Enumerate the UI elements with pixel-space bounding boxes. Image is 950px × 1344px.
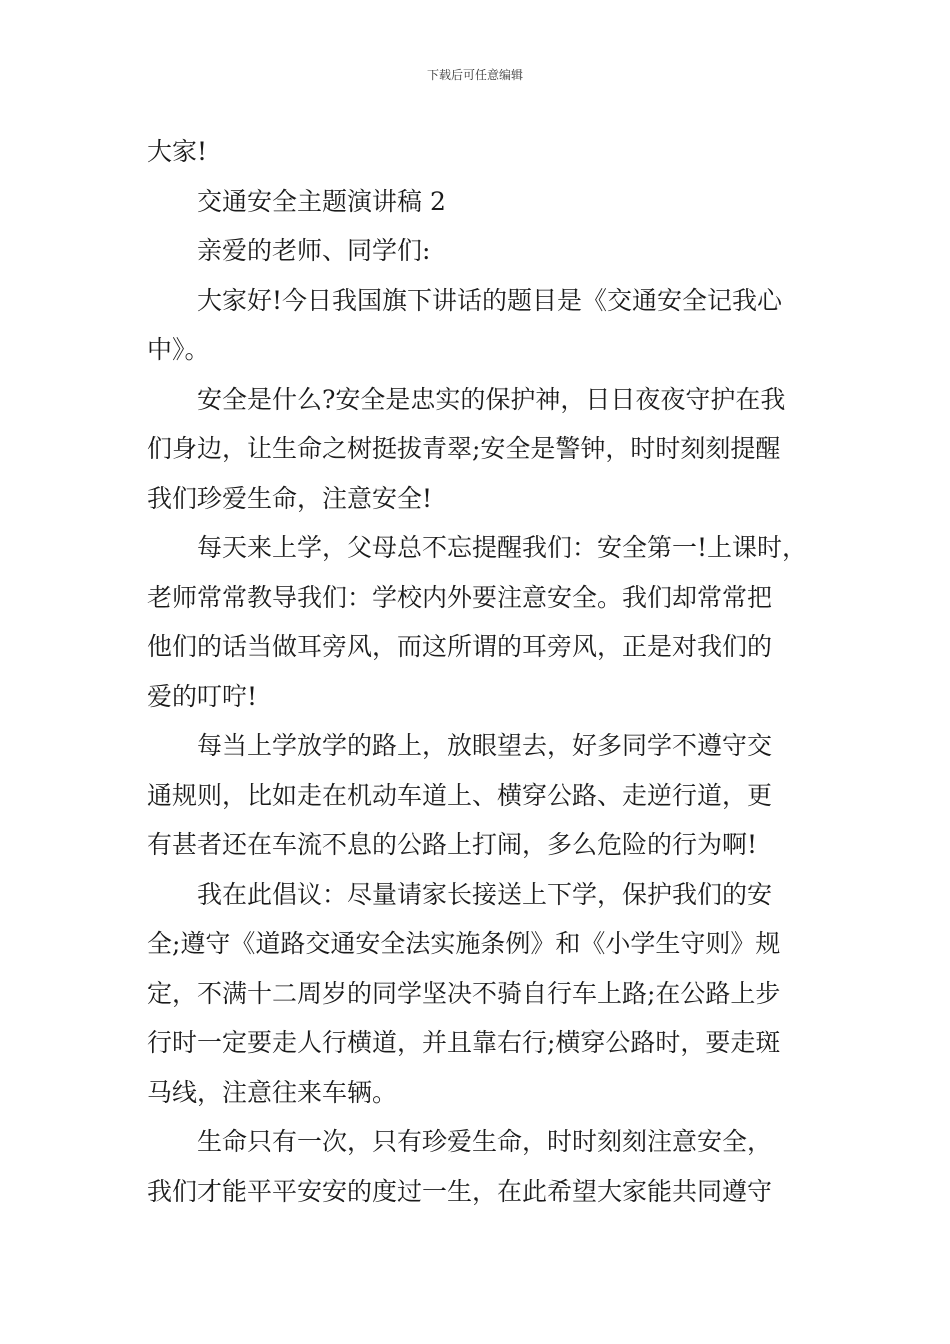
text-line: 行时一定要走人行横道，并且靠右行;横穿公路时，要走斑	[147, 1028, 781, 1057]
text-line: 定，不满十二周岁的同学坚决不骑自行车上路;在公路上步	[147, 978, 781, 1008]
text-line: 大家好!今日我国旗下讲话的题目是《交通安全记我心	[197, 285, 783, 315]
salutation: 亲爱的老师、同学们:	[197, 236, 431, 265]
text-line: 安全是什么?安全是忠实的保护神，日日夜夜守护在我	[197, 384, 786, 414]
text-line: 每天来上学，父母总不忘提醒我们：安全第一!上课时，	[197, 533, 808, 562]
speech-title: 交通安全主题演讲稿 2	[197, 186, 446, 216]
text-line: 我们珍爱生命，注意安全!	[147, 483, 433, 513]
page-header: 下载后可任意编辑	[426, 68, 523, 82]
text-line: 们身边，让生命之树挺拔青翠;安全是警钟，时时刻刻提醒	[147, 434, 781, 463]
text-line: 老师常常教导我们：学校内外要注意安全。我们却常常把	[147, 582, 773, 612]
text-line: 我们才能平平安安的度过一生，在此希望大家能共同遵守	[147, 1176, 773, 1206]
text-line: 全;遵守《道路交通安全法实施条例》和《小学生守则》规	[147, 929, 781, 958]
text-line: 中》。	[147, 335, 210, 364]
text-line: 生命只有一次，只有珍爱生命，时时刻刻注意安全，	[197, 1127, 773, 1156]
text-line: 我在此倡议：尽量请家长接送上下学，保护我们的安	[197, 879, 773, 909]
text-line: 有甚者还在车流不息的公路上打闹，多么危险的行为啊!	[147, 830, 758, 859]
text-line: 大家!	[147, 137, 208, 166]
text-line: 每当上学放学的路上，放眼望去，好多同学不遵守交	[197, 731, 773, 760]
document-body	[147, 127, 811, 1216]
text-line: 爱的叮咛!	[147, 681, 258, 711]
text-line: 通规则，比如走在机动车道上、横穿公路、走逆行道，更	[147, 780, 773, 810]
text-line: 他们的话当做耳旁风，而这所谓的耳旁风，正是对我们的	[147, 632, 773, 661]
text-line: 马线，注意往来车辆。	[147, 1077, 398, 1107]
